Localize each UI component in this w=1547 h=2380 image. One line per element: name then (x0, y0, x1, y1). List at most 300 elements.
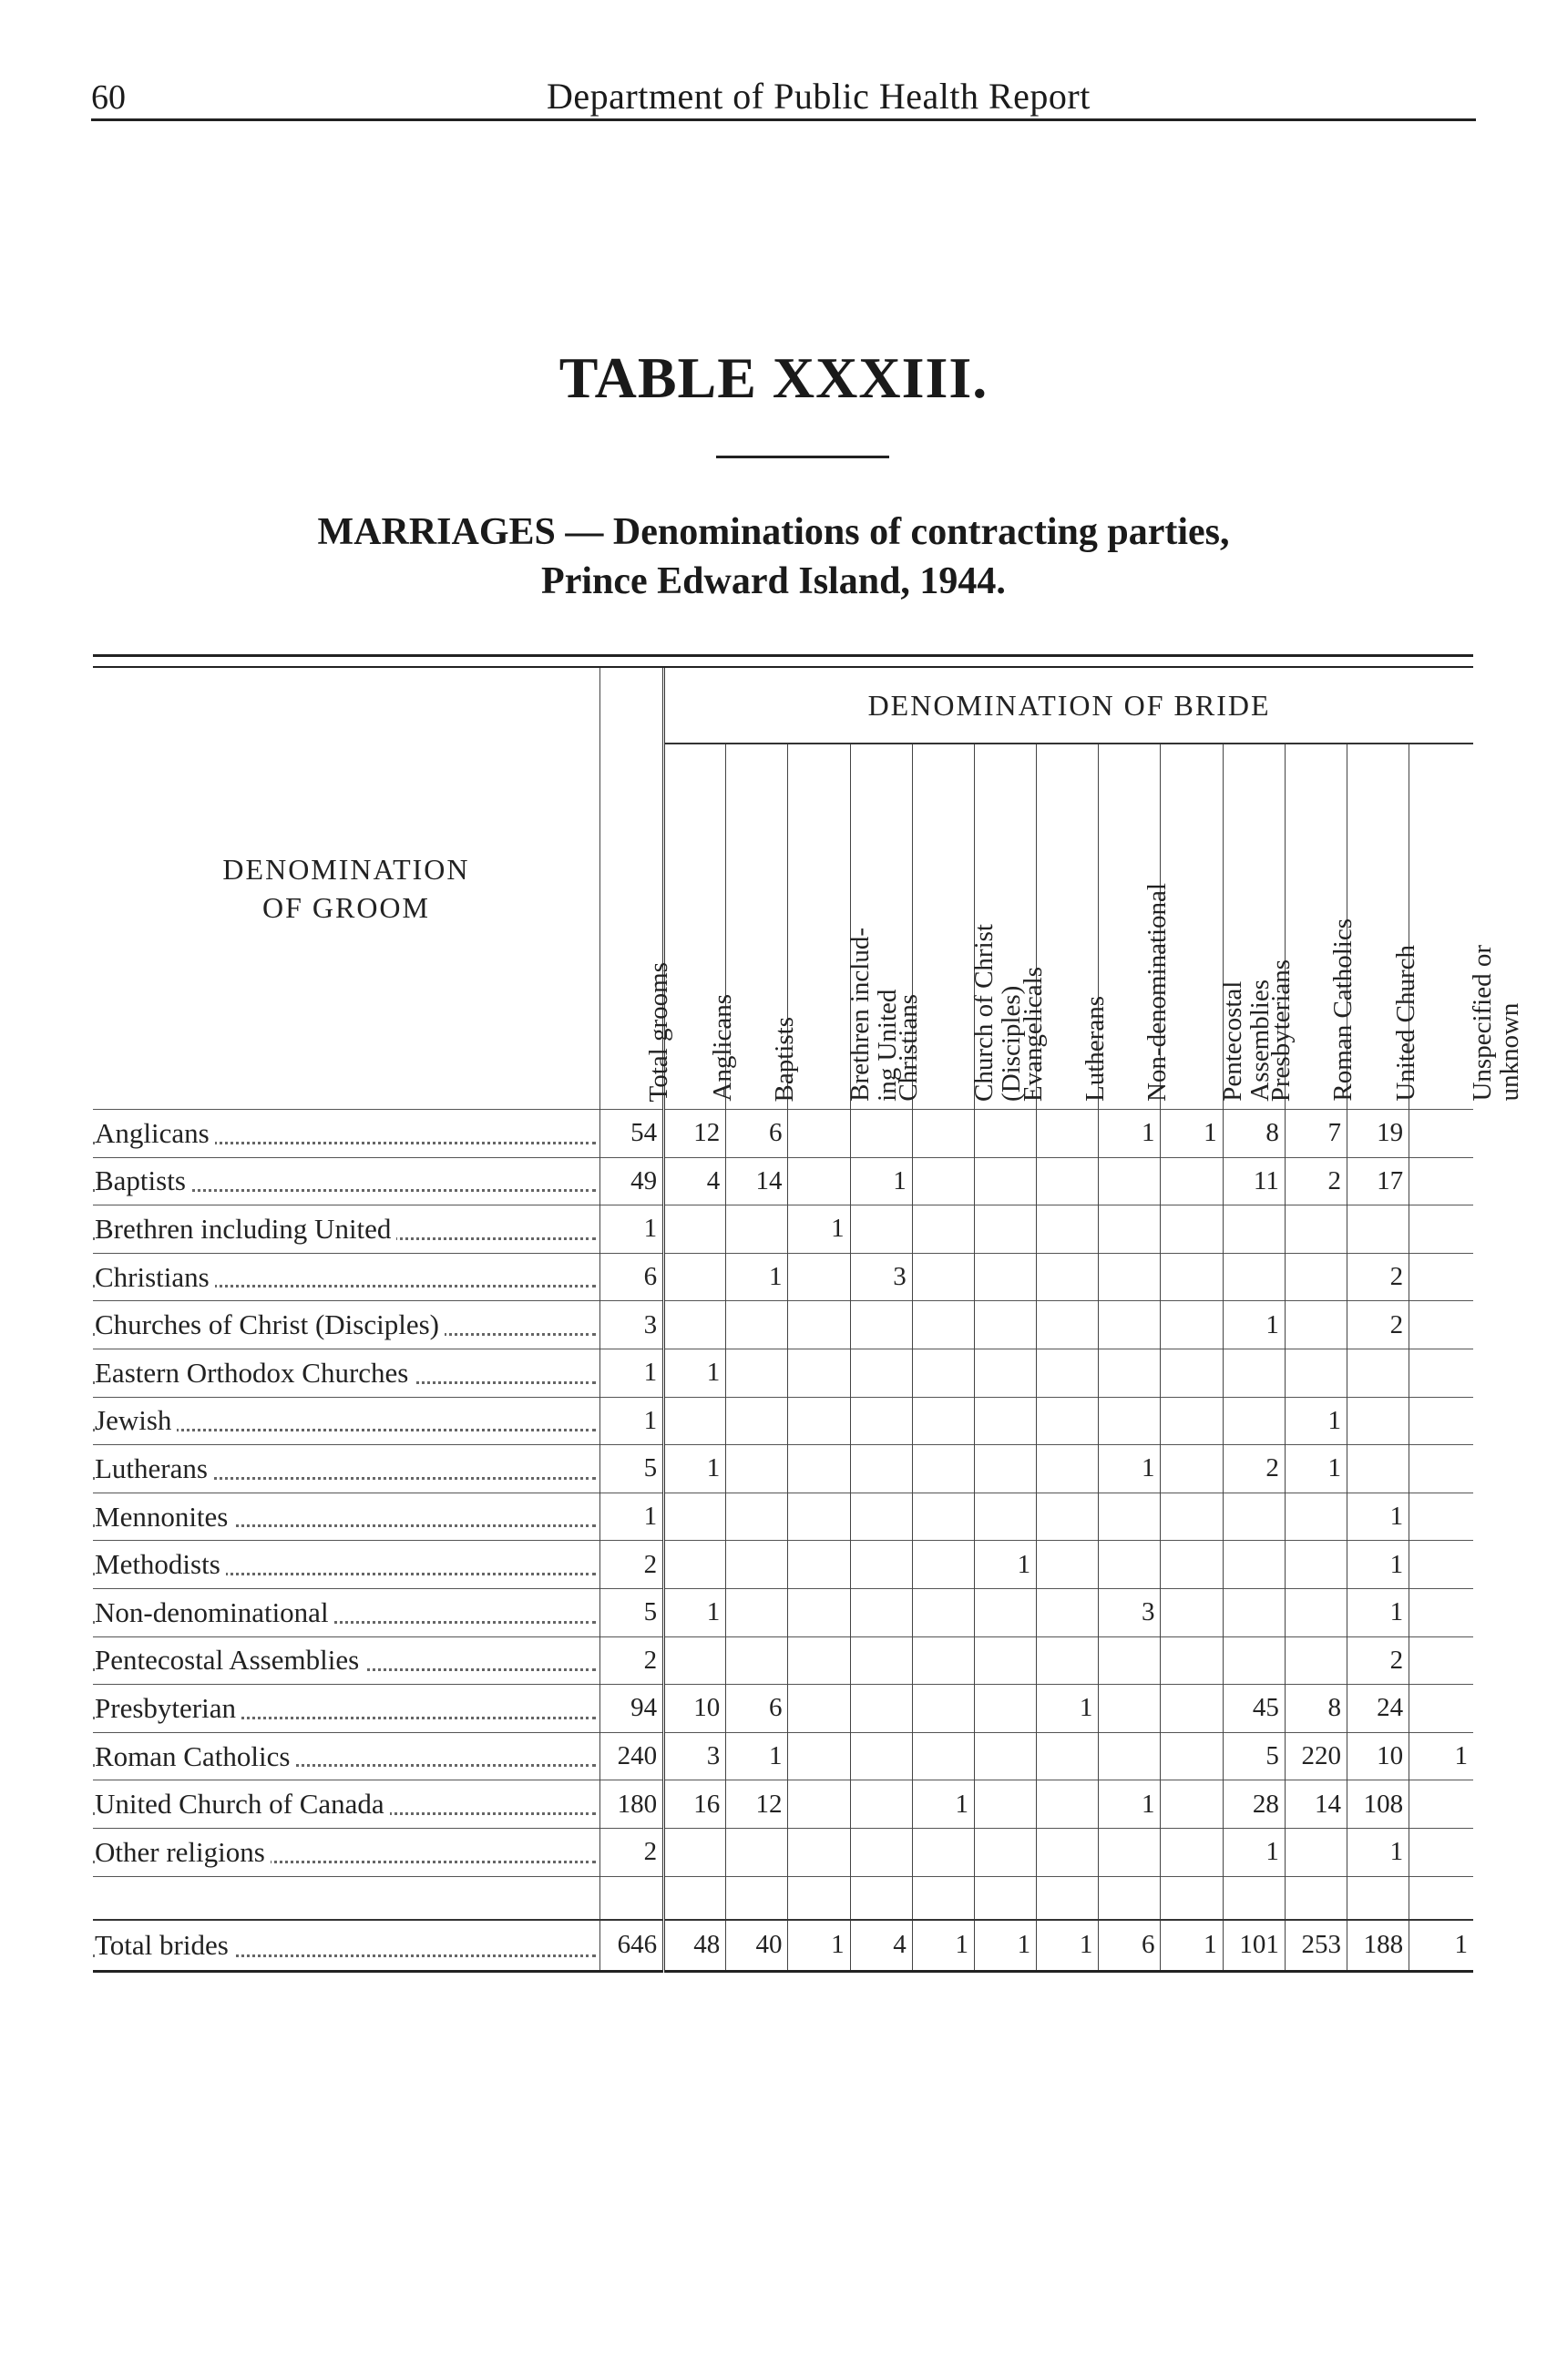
row-label (93, 1732, 599, 1780)
value-cell (974, 1205, 1036, 1254)
total-cell: 1 (599, 1349, 663, 1397)
bride-column-header-text: Unspecified or unknown (1468, 945, 1525, 1102)
value-cell: 253 (1285, 1920, 1347, 1972)
value-cell (974, 1828, 1036, 1876)
value-cell: 8 (1223, 1110, 1285, 1158)
value-cell (1161, 1493, 1223, 1541)
value-cell (1037, 1636, 1099, 1685)
table-row (93, 1301, 1473, 1349)
value-cell (850, 1397, 912, 1445)
value-cell (1037, 1780, 1099, 1829)
table-row (93, 1685, 1473, 1733)
row-label-text: Eastern Orthodox Churches (95, 1357, 414, 1389)
value-cell (850, 1828, 912, 1876)
value-cell (664, 1253, 726, 1301)
value-cell: 1 (974, 1541, 1036, 1589)
value-cell (1099, 1157, 1161, 1205)
value-cell: 12 (664, 1110, 726, 1158)
bride-column-header (664, 744, 738, 1110)
table-row (93, 1157, 1473, 1205)
value-cell (664, 1828, 726, 1876)
value-cell (664, 1397, 726, 1445)
spacer-row (93, 1876, 1473, 1920)
row-label-text: Brethren including United (95, 1213, 396, 1245)
row-label (93, 1301, 599, 1349)
value-cell (664, 1205, 726, 1254)
value-cell (974, 1636, 1036, 1685)
row-label (93, 1828, 599, 1876)
value-cell (850, 1780, 912, 1829)
value-cell: 7 (1285, 1110, 1347, 1158)
value-cell (788, 1588, 850, 1636)
row-label-text: Christians (95, 1261, 215, 1293)
value-cell (788, 1828, 850, 1876)
value-cell (726, 1397, 788, 1445)
value-cell (1285, 1205, 1347, 1254)
value-cell: 1 (1099, 1780, 1161, 1829)
empty-cell (1223, 1876, 1285, 1920)
total-cell: 5 (599, 1445, 663, 1493)
value-cell: 2 (1223, 1445, 1285, 1493)
row-label-text: Roman Catholics (95, 1740, 295, 1772)
bride-column-header (788, 744, 903, 1110)
value-cell: 1 (726, 1253, 788, 1301)
value-cell: 4 (850, 1920, 912, 1972)
table-row (93, 1253, 1473, 1301)
value-cell (1037, 1205, 1099, 1254)
value-cell (1409, 1157, 1473, 1205)
row-label (93, 1780, 599, 1829)
value-cell (1037, 1828, 1099, 1876)
value-cell (664, 1301, 726, 1349)
value-cell (726, 1588, 788, 1636)
total-grooms-header-text: Total grooms (644, 961, 674, 1102)
value-cell (664, 1541, 726, 1589)
value-cell (1409, 1828, 1473, 1876)
value-cell (850, 1110, 912, 1158)
value-cell: 6 (726, 1110, 788, 1158)
value-cell: 10 (664, 1685, 726, 1733)
value-cell (1409, 1685, 1473, 1733)
value-cell: 2 (1347, 1253, 1409, 1301)
value-cell (1409, 1253, 1473, 1301)
row-label-text: Non-denominational (95, 1596, 334, 1628)
bride-column-header (974, 744, 1048, 1110)
value-cell (974, 1253, 1036, 1301)
table-row (93, 1541, 1473, 1589)
value-cell (912, 1636, 974, 1685)
value-cell (850, 1636, 912, 1685)
bride-column-header-text: Brethren includ- ing United (845, 928, 903, 1102)
value-cell: 1 (1347, 1541, 1409, 1589)
empty-cell (1285, 1876, 1347, 1920)
value-cell: 8 (1285, 1685, 1347, 1733)
value-cell: 220 (1285, 1732, 1347, 1780)
row-label-text: Baptists (95, 1164, 191, 1196)
value-cell (1409, 1636, 1473, 1685)
table-row (93, 1493, 1473, 1541)
empty-cell (93, 1876, 599, 1920)
value-cell (788, 1445, 850, 1493)
bride-column-header (1285, 744, 1358, 1110)
value-cell (1099, 1636, 1161, 1685)
value-cell (1285, 1349, 1347, 1397)
value-cell: 1 (912, 1780, 974, 1829)
value-cell (912, 1301, 974, 1349)
value-cell (974, 1780, 1036, 1829)
value-cell: 108 (1347, 1780, 1409, 1829)
value-cell: 1 (1037, 1920, 1099, 1972)
value-cell (788, 1636, 850, 1685)
empty-cell (664, 1876, 726, 1920)
bride-denomination-header: DENOMINATION OF BRIDE (664, 668, 1473, 744)
value-cell: 1 (1409, 1920, 1473, 1972)
value-cell (726, 1828, 788, 1876)
value-cell: 14 (726, 1157, 788, 1205)
value-cell (788, 1732, 850, 1780)
running-head: Department of Public Health Report (547, 76, 1091, 117)
bride-column-header-text: Evangelicals (1018, 966, 1048, 1102)
value-cell (1409, 1301, 1473, 1349)
row-label (93, 1541, 599, 1589)
value-cell (1037, 1732, 1099, 1780)
row-label-text: United Church of Canada (95, 1788, 390, 1820)
value-cell (850, 1301, 912, 1349)
value-cell: 3 (850, 1253, 912, 1301)
value-cell (974, 1588, 1036, 1636)
total-cell: 3 (599, 1301, 663, 1349)
value-cell (1037, 1349, 1099, 1397)
value-cell: 1 (850, 1157, 912, 1205)
value-cell (912, 1349, 974, 1397)
header-rule (91, 118, 1476, 121)
value-cell (974, 1397, 1036, 1445)
value-cell: 2 (1347, 1636, 1409, 1685)
empty-cell (599, 1876, 663, 1920)
bride-column-header-text: Anglicans (708, 994, 738, 1102)
value-cell (912, 1828, 974, 1876)
value-cell: 1 (1099, 1445, 1161, 1493)
table-subtitle-line2: Prince Edward Island, 1944. (541, 560, 1006, 602)
value-cell (974, 1110, 1036, 1158)
row-label (93, 1205, 599, 1254)
value-cell (726, 1636, 788, 1685)
value-cell (788, 1685, 850, 1733)
value-cell (788, 1397, 850, 1445)
value-cell (1161, 1445, 1223, 1493)
value-cell: 1 (1223, 1828, 1285, 1876)
empty-cell (850, 1876, 912, 1920)
bride-column-header (912, 744, 1027, 1110)
table-row (93, 1110, 1473, 1158)
value-cell (1099, 1349, 1161, 1397)
marriages-table (93, 654, 1525, 1973)
value-cell: 10 (1347, 1732, 1409, 1780)
value-cell (912, 1685, 974, 1733)
value-cell (788, 1110, 850, 1158)
value-cell (1223, 1588, 1285, 1636)
table-row (93, 1588, 1473, 1636)
row-label (93, 1349, 599, 1397)
value-cell (1409, 1588, 1473, 1636)
value-cell: 1 (664, 1588, 726, 1636)
total-grooms-header (599, 668, 674, 1110)
total-cell: 54 (599, 1110, 663, 1158)
value-cell (1099, 1397, 1161, 1445)
value-cell: 1 (1223, 1301, 1285, 1349)
value-cell (974, 1493, 1036, 1541)
value-cell (726, 1445, 788, 1493)
value-cell (1409, 1110, 1473, 1158)
value-cell (1161, 1828, 1223, 1876)
table-row (93, 1732, 1473, 1780)
value-cell (974, 1301, 1036, 1349)
value-cell (1409, 1205, 1473, 1254)
value-cell: 1 (912, 1920, 974, 1972)
total-cell: 646 (599, 1920, 663, 1972)
value-cell (1161, 1541, 1223, 1589)
value-cell (1285, 1253, 1347, 1301)
value-cell: 1 (974, 1920, 1036, 1972)
value-cell: 11 (1223, 1157, 1285, 1205)
bride-column-header-text: United Church (1390, 945, 1420, 1102)
value-cell (726, 1349, 788, 1397)
value-cell (726, 1301, 788, 1349)
bride-column-header (726, 744, 799, 1110)
value-cell (1409, 1780, 1473, 1829)
row-label (93, 1110, 599, 1158)
value-cell: 1 (664, 1445, 726, 1493)
empty-cell (1347, 1876, 1409, 1920)
value-cell: 1 (1347, 1588, 1409, 1636)
value-cell (912, 1253, 974, 1301)
value-cell (1347, 1349, 1409, 1397)
value-cell: 6 (1099, 1920, 1161, 1972)
table-row (93, 1349, 1473, 1397)
value-cell (912, 1445, 974, 1493)
row-label (93, 1588, 599, 1636)
row-label (93, 1493, 599, 1541)
value-cell (1099, 1541, 1161, 1589)
bride-column-header (1161, 744, 1276, 1110)
value-cell (850, 1205, 912, 1254)
bride-column-header-text: Lutherans (1080, 996, 1110, 1102)
value-cell (850, 1445, 912, 1493)
value-cell (1037, 1445, 1099, 1493)
value-cell (1037, 1157, 1099, 1205)
table-row (93, 1445, 1473, 1493)
value-cell: 1 (1161, 1920, 1223, 1972)
row-label (93, 1636, 599, 1685)
value-cell (1223, 1253, 1285, 1301)
bride-column-header-text: Pentecostal Assemblies (1218, 980, 1276, 1102)
bride-column-header-text: Christians (894, 994, 924, 1102)
total-cell: 240 (599, 1732, 663, 1780)
value-cell (788, 1780, 850, 1829)
value-cell (974, 1685, 1036, 1733)
value-cell (1409, 1493, 1473, 1541)
row-label (93, 1253, 599, 1301)
groom-header-text: DENOMINATION OF GROOM (222, 853, 470, 924)
value-cell: 1 (1347, 1493, 1409, 1541)
bride-column-header-text: Church of Christ (Disciples) (969, 924, 1027, 1102)
value-cell: 1 (1099, 1110, 1161, 1158)
row-label-text: Total brides (95, 1929, 234, 1961)
row-label-text: Mennonites (95, 1501, 233, 1533)
total-cell: 94 (599, 1685, 663, 1733)
value-cell (788, 1493, 850, 1541)
row-label-text: Jewish (95, 1404, 177, 1436)
total-cell: 5 (599, 1588, 663, 1636)
value-cell (1347, 1205, 1409, 1254)
row-label-text: Churches of Christ (Disciples) (95, 1308, 445, 1340)
value-cell: 188 (1347, 1920, 1409, 1972)
value-cell (1223, 1541, 1285, 1589)
total-cell: 1 (599, 1205, 663, 1254)
table-top-rule (93, 654, 1473, 668)
value-cell (850, 1732, 912, 1780)
value-cell (1223, 1636, 1285, 1685)
value-cell (1223, 1349, 1285, 1397)
page-header (91, 75, 1476, 118)
value-cell (1409, 1541, 1473, 1589)
value-cell: 40 (726, 1920, 788, 1972)
bride-column-header-text: Presbyterians (1266, 959, 1296, 1102)
value-cell: 28 (1223, 1780, 1285, 1829)
value-cell (1161, 1397, 1223, 1445)
table-row (93, 1205, 1473, 1254)
row-label (93, 1685, 599, 1733)
value-cell (1099, 1732, 1161, 1780)
value-cell: 1 (788, 1920, 850, 1972)
title-rule (716, 456, 889, 458)
value-cell (1037, 1397, 1099, 1445)
value-cell: 1 (664, 1349, 726, 1397)
total-cell: 2 (599, 1828, 663, 1876)
bride-column-header (1409, 744, 1525, 1110)
value-cell (974, 1157, 1036, 1205)
value-cell (1223, 1397, 1285, 1445)
value-cell: 3 (664, 1732, 726, 1780)
value-cell: 17 (1347, 1157, 1409, 1205)
empty-cell (912, 1876, 974, 1920)
value-cell (1099, 1205, 1161, 1254)
value-cell: 14 (1285, 1780, 1347, 1829)
value-cell (1161, 1253, 1223, 1301)
value-cell (1099, 1253, 1161, 1301)
bride-column-header (1223, 744, 1296, 1110)
value-cell (788, 1541, 850, 1589)
value-cell: 1 (726, 1732, 788, 1780)
value-cell: 4 (664, 1157, 726, 1205)
value-cell (1161, 1636, 1223, 1685)
value-cell (1161, 1732, 1223, 1780)
value-cell (974, 1445, 1036, 1493)
value-cell (1161, 1349, 1223, 1397)
value-cell (850, 1493, 912, 1541)
row-label-text: Methodists (95, 1548, 226, 1580)
row-label-text: Pentecostal Assemblies (95, 1644, 364, 1676)
value-cell (1285, 1541, 1347, 1589)
bride-column-header (1347, 744, 1420, 1110)
value-cell (1409, 1349, 1473, 1397)
total-cell: 2 (599, 1541, 663, 1589)
row-label-text: Anglicans (95, 1117, 215, 1149)
bride-column-header (1037, 744, 1110, 1110)
value-cell (726, 1541, 788, 1589)
value-cell (1037, 1301, 1099, 1349)
value-cell (1099, 1301, 1161, 1349)
value-cell (974, 1349, 1036, 1397)
value-cell: 1 (1285, 1445, 1347, 1493)
value-cell (788, 1301, 850, 1349)
value-cell (1161, 1588, 1223, 1636)
value-cell: 1 (1285, 1397, 1347, 1445)
value-cell (726, 1493, 788, 1541)
value-cell (1285, 1493, 1347, 1541)
total-brides-row (93, 1920, 1473, 1972)
value-cell (1161, 1685, 1223, 1733)
value-cell (788, 1349, 850, 1397)
empty-cell (788, 1876, 850, 1920)
value-cell (1285, 1301, 1347, 1349)
denominations-table (93, 668, 1525, 1973)
value-cell: 16 (664, 1780, 726, 1829)
value-cell (1037, 1253, 1099, 1301)
empty-cell (1161, 1876, 1223, 1920)
value-cell (664, 1493, 726, 1541)
value-cell (912, 1110, 974, 1158)
empty-cell (974, 1876, 1036, 1920)
empty-cell (1037, 1876, 1099, 1920)
value-cell: 2 (1285, 1157, 1347, 1205)
value-cell (1347, 1397, 1409, 1445)
row-label (93, 1445, 599, 1493)
empty-cell (726, 1876, 788, 1920)
value-cell: 24 (1347, 1685, 1409, 1733)
value-cell (850, 1349, 912, 1397)
page-number: 60 (91, 78, 126, 117)
table-subtitle-line1: MARRIAGES — Denominations of contracting parties, (317, 511, 1230, 553)
total-cell: 180 (599, 1780, 663, 1829)
value-cell (974, 1732, 1036, 1780)
value-cell: 2 (1347, 1301, 1409, 1349)
value-cell (1161, 1301, 1223, 1349)
bride-column-header-text: Baptists (769, 1016, 799, 1102)
table-row (93, 1780, 1473, 1829)
value-cell (912, 1157, 974, 1205)
value-cell (912, 1493, 974, 1541)
value-cell: 1 (1037, 1685, 1099, 1733)
bride-column-header (1099, 744, 1172, 1110)
value-cell (1099, 1828, 1161, 1876)
value-cell (1223, 1205, 1285, 1254)
total-cell: 2 (599, 1636, 663, 1685)
value-cell (912, 1397, 974, 1445)
value-cell: 101 (1223, 1920, 1285, 1972)
table-row (93, 1828, 1473, 1876)
value-cell (912, 1541, 974, 1589)
value-cell (788, 1253, 850, 1301)
value-cell (1285, 1588, 1347, 1636)
bride-column-header-text: Non-denominational (1142, 882, 1172, 1102)
row-label-text: Lutherans (95, 1452, 213, 1484)
total-cell: 49 (599, 1157, 663, 1205)
bride-column-header (850, 744, 924, 1110)
value-cell (1409, 1445, 1473, 1493)
bride-column-header-text: Roman Catholics (1328, 918, 1358, 1102)
total-cell: 1 (599, 1397, 663, 1445)
